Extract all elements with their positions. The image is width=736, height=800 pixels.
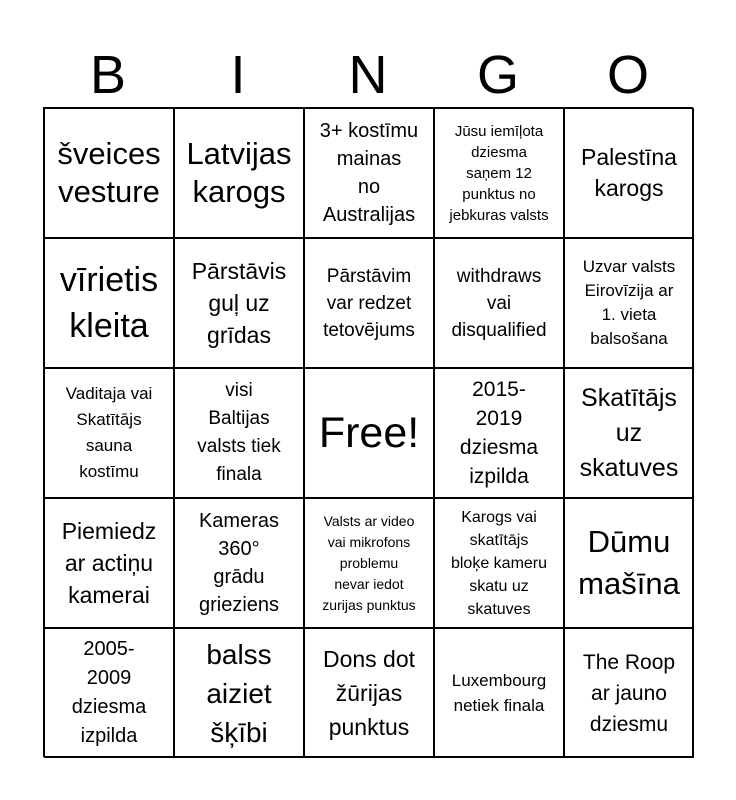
cell-text: Luxembourg netiek finala [451,671,547,715]
bingo-cell-r4-c3[interactable] [304,498,434,628]
bingo-board [43,107,693,757]
bingo-cell-r1-c5[interactable] [564,108,694,238]
cell-text: Palestīna karogs [581,144,677,201]
bingo-cell-r2-c4[interactable] [434,238,564,368]
bingo-cell-r4-c1[interactable] [44,498,174,628]
cell-text: 2015- 2019 dziesma izpilda [459,378,539,488]
bingo-cell-r5-c4[interactable] [434,628,564,758]
bingo-cell-r2-c5[interactable] [564,238,694,368]
cell-text: balss aiziet šķībi [206,638,272,748]
cell-text: Dūmu mašīna [578,524,680,601]
cell-text: Jūsu iemīļota dziesma saņem 12 punktus no jebkuras valsts [449,122,549,224]
bingo-cell-r2-c3[interactable] [304,238,434,368]
bingo-cell-r4-c2[interactable] [174,498,304,628]
bingo-cell-free[interactable] [304,368,434,498]
bingo-cell-r3-c2[interactable] [174,368,304,498]
cell-text: Dons dot žūrijas punktus [322,646,416,740]
cell-text: Pārstāvis guļ uz grīdas [191,258,287,348]
cell-text: Kameras 360° grādu grieziens [198,510,280,616]
cell-text: visi Baltijas valsts tiek finala [197,380,281,485]
title-letter-b: B [89,45,127,105]
bingo-cell-r2-c2[interactable] [174,238,304,368]
cell-text: vīrietis kleita [59,261,159,345]
cell-text: Karogs vai skatītājs bloķe kameru skatu uz skatuves [450,508,548,618]
cell-text: šveices vesture [57,136,161,209]
bingo-cell-r1-c3[interactable] [304,108,434,238]
bingo-title [43,42,693,108]
bingo-cell-r4-c4[interactable] [434,498,564,628]
bingo-cell-r1-c4[interactable] [434,108,564,238]
bingo-cell-r5-c2[interactable] [174,628,304,758]
bingo-cell-r3-c1[interactable] [44,368,174,498]
cell-text: Piemiedz ar actiņu kamerai [61,518,157,608]
title-letter-g: G [476,45,519,105]
bingo-cell-r5-c5[interactable] [564,628,694,758]
bingo-cell-r5-c3[interactable] [304,628,434,758]
title-letter-i: I [230,45,246,105]
cell-text: Uzvar valsts Eirovīzija ar 1. vieta balsošana [582,257,676,348]
bingo-cell-r2-c1[interactable] [44,238,174,368]
cell-text: Free! [318,409,420,457]
bingo-cell-r3-c4[interactable] [434,368,564,498]
cell-text: Valsts ar video vai mikrofons problemu nevar iedot zurijas punktus [322,512,416,613]
cell-text: 2005- 2009 dziesma izpilda [71,638,147,747]
bingo-cell-r1-c2[interactable] [174,108,304,238]
cell-text: Pārstāvim var redzet tetovējums [323,265,415,341]
bingo-cell-r4-c5[interactable] [564,498,694,628]
cell-text: Vaditaja vai Skatītājs sauna kostīmu [65,384,153,481]
cell-text: withdraws vai disqualified [451,265,547,341]
cell-text: Skatītājs uz skatuves [579,383,679,482]
bingo-cell-r1-c1[interactable] [44,108,174,238]
cell-text: Latvijas karogs [186,136,292,209]
cell-text: The Roop ar jauno dziesmu [582,650,676,736]
bingo-cell-r3-c5[interactable] [564,368,694,498]
title-letter-o: O [606,45,649,105]
title-letter-n: N [348,45,388,105]
cell-text: 3+ kostīmu mainas no Australijas [319,120,419,226]
bingo-cell-r5-c1[interactable] [44,628,174,758]
